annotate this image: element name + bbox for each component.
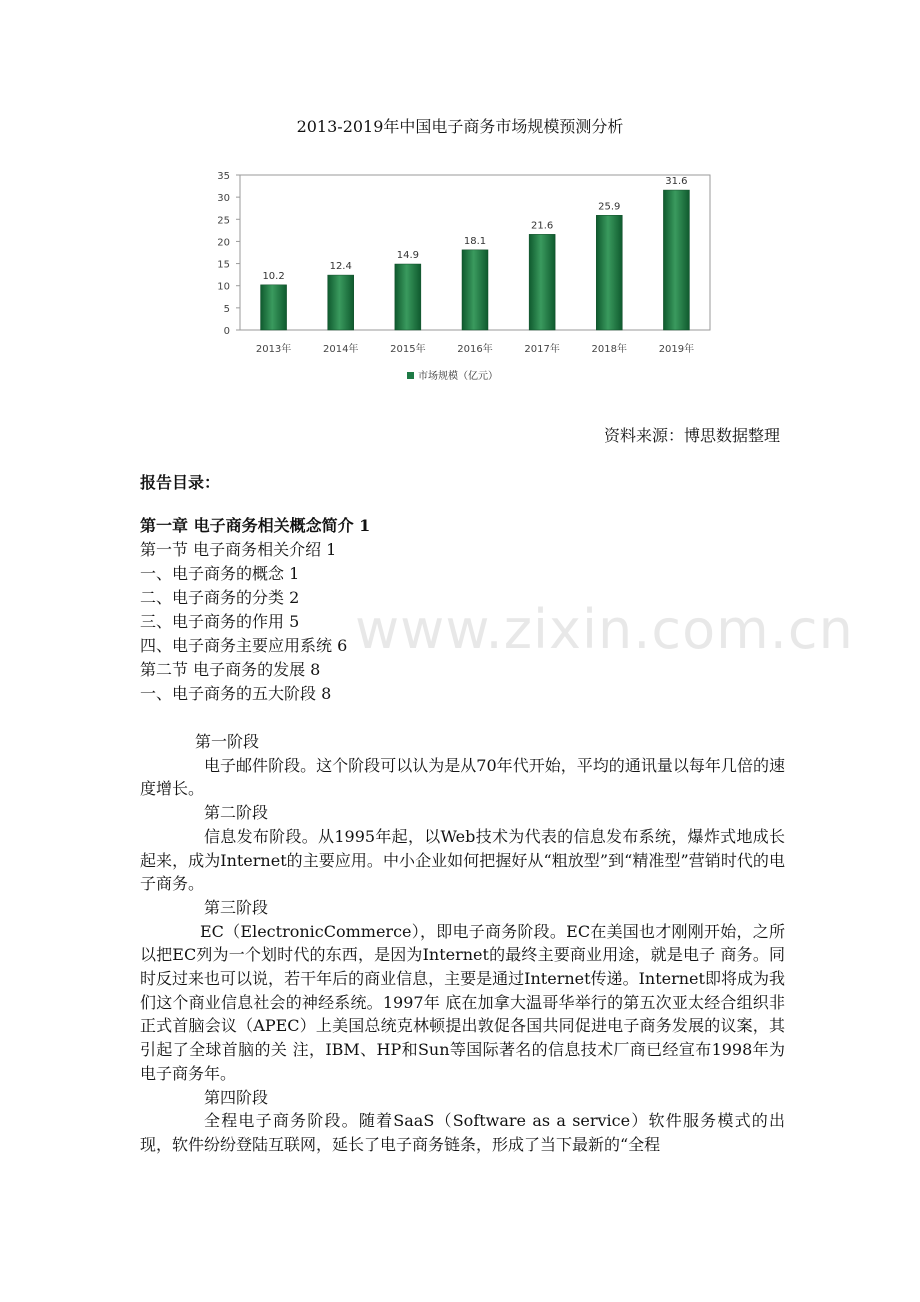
x-tick-label: 2017年 (524, 344, 560, 355)
toc-item: 一、电子商务的概念 1 (140, 564, 300, 583)
stage-heading: 第一阶段 (195, 732, 260, 751)
legend-swatch (407, 372, 414, 379)
bar-value-label: 18.1 (463, 235, 487, 247)
toc-section: 第一节 电子商务相关介绍 1 (140, 540, 337, 559)
bar-value-label: 12.4 (329, 261, 352, 273)
data-source-note: 资料来源：博思数据整理 (603, 426, 780, 445)
bar-value-label: 10.2 (262, 270, 285, 282)
y-tick-label: 10 (217, 281, 230, 293)
watermark: www.zixin.com.cn (355, 598, 854, 661)
document-title: 2013-2019年中国电子商务市场规模预测分析 (296, 117, 624, 136)
x-tick-label: 2013年 (255, 344, 292, 355)
y-tick-label: 30 (217, 193, 230, 205)
bar (663, 190, 689, 330)
x-tick-label: 2018年 (591, 344, 628, 355)
x-tick-label: 2019年 (658, 344, 695, 355)
bar (395, 264, 421, 330)
x-tick-label: 2015年 (390, 344, 426, 355)
stage-paragraph: 信息发布阶段。从1995年起，以Web技术为代表的信息发布系统，爆炸式地成长起来，成为Internet的主要应用。中小企业如何把握好从“粗放型”到“精准型”营销时代的电子商务。 (140, 826, 785, 894)
toc-item: 二、电子商务的分类 2 (140, 588, 300, 607)
y-tick-label: 0 (223, 326, 230, 337)
bar (462, 250, 488, 330)
stage-paragraph: 全程电子商务阶段。随着SaaS（Software as a service）软件服务模式的出现，软件纷纷登陆互联网，延长了电子商务链条，形成了当下最新的“全程 (140, 1111, 785, 1154)
y-tick-label: 20 (217, 237, 230, 249)
bar-value-label: 31.6 (665, 176, 688, 188)
y-tick-label: 5 (223, 303, 230, 315)
bar (261, 285, 287, 330)
stage-paragraph: 电子邮件阶段。这个阶段可以认为是从70年代开始，平均的通讯量以每年几倍的速度增长。 (140, 755, 785, 799)
bar-value-label: 14.9 (396, 250, 419, 262)
y-tick-label: 15 (217, 259, 230, 271)
chart-legend (407, 369, 498, 382)
stages-body (140, 730, 785, 1157)
stage-paragraph: EC（ElectronicCommerce），即电子商务阶段。EC在美国也才刚刚开始，之所以把EC列为一个划时代的东西，是因为Internet的最终主要商业用途，就是电子 商务。同时反过来也可以说，若干年后的商业信息，主要是通过Internet传递。Internet即将成为我们这个商业信息社会的神经系统。1997年 底在加拿大温哥华举行的第五次亚太经合组织非正式首脑会议（APEC）上美国总统克林顿提出敦促各国共同促进电子商务发展的议案，其引起了全球首脑的关 注，IBM、HP和Sun等国际著名的信息技术厂商已经宣布1998年为电子商务年。 (140, 921, 785, 1083)
legend-label: 市场规模（亿元） (418, 371, 498, 382)
y-tick-label: 25 (217, 215, 230, 227)
table-of-contents (140, 514, 800, 706)
toc-item: 三、电子商务的作用 5 (140, 612, 300, 631)
bar (529, 234, 555, 330)
bar (328, 275, 354, 330)
toc-item: 四、电子商务主要应用系统 6 (140, 636, 348, 655)
stage-heading: 第三阶段 (204, 897, 269, 917)
x-tick-label: 2014年 (322, 344, 359, 355)
toc-section: 第二节 电子商务的发展 8 (140, 660, 321, 679)
toc-item: 一、电子商务的五大阶段 8 (140, 684, 332, 703)
stage-heading: 第二阶段 (204, 803, 269, 823)
stage-heading: 第四阶段 (204, 1087, 269, 1107)
y-tick-label: 35 (217, 171, 230, 182)
market-size-chart (195, 160, 720, 395)
bar-value-label: 25.9 (598, 201, 621, 213)
bar (596, 215, 622, 330)
toc-chapter: 第一章 电子商务相关概念简介 1 (140, 516, 371, 535)
toc-heading: 报告目录： (140, 473, 221, 492)
x-tick-label: 2016年 (457, 344, 493, 355)
bar-value-label: 21.6 (531, 220, 554, 232)
